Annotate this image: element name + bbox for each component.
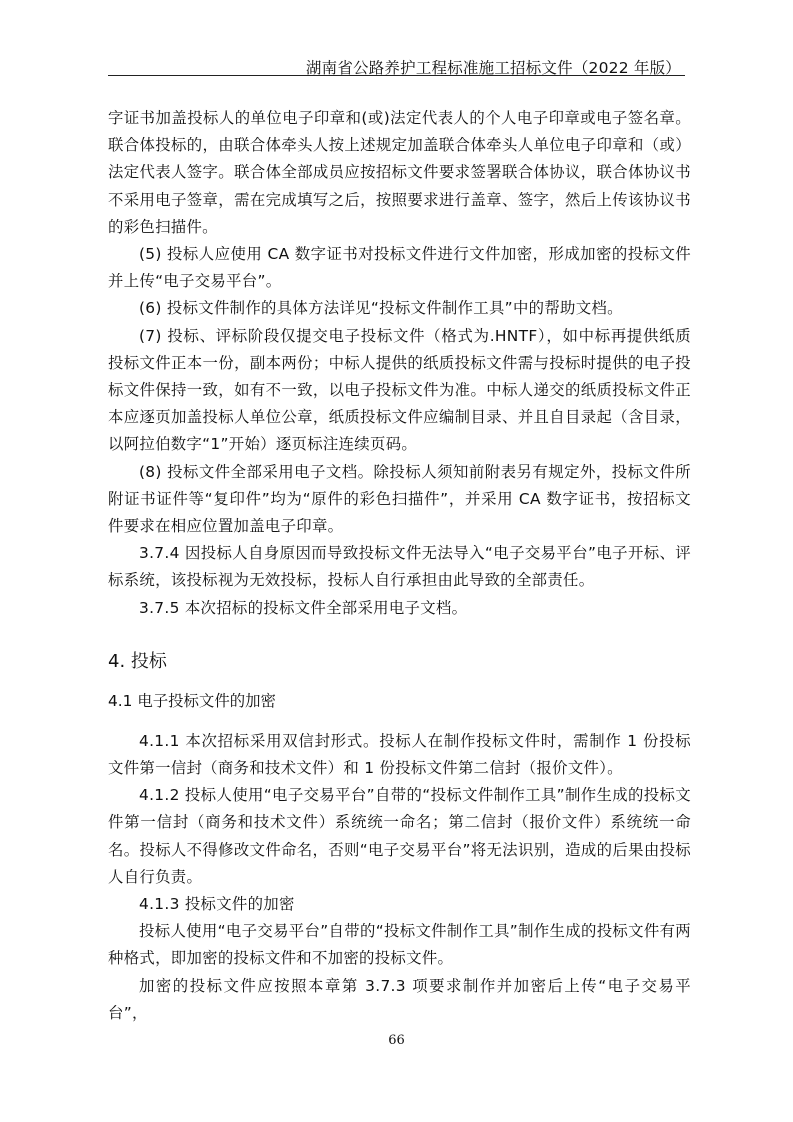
- paragraph-item-6: (6) 投标文件制作的具体方法详见“投标文件制作工具”中的帮助文档。: [139, 299, 623, 318]
- paragraph-4-1-3-encrypted: 加密的投标文件应按照本章第 3.7.3 项要求制作并加密后上传“电子交易平台”，: [108, 976, 691, 1022]
- section-heading: 4. 投标: [108, 650, 167, 672]
- paragraph-4-1-2: 4.1.2 投标人使用“电子交易平台”自带的“投标文件制作工具”制作生成的投标文件第一信封（商务和技术文件）系统统一命名；第二信封（报价文件）系统统一命名。投标人不得修改文件命名，否则“电子交易平台”将无法识别，造成的后果由投标人自行负责。: [108, 786, 691, 886]
- paragraph-item-7: (7) 投标、评标阶段仅提交电子投标文件（格式为.HNTF），如中标再提供纸质投标文件正本一份，副本两份；中标人提供的纸质投标文件需与投标时提供的电子投标文件保持一致，如有不一致，以电子投标文件为准。中标人递交的纸质投标文件正本应逐页加盖投标人单位公章，纸质投标文件应编制目录、并且自目录起（含目录，以阿拉伯数字“1”开始）逐页标注连续页码。: [108, 326, 691, 454]
- page-body: [108, 105, 691, 1027]
- paragraph-4-1-3-title: 4.1.3 投标文件的加密: [139, 895, 295, 914]
- paragraph-continuation: 字证书加盖投标人的单位电子印章和(或)法定代表人的个人电子印章或电子签名章。联合体投标的，由联合体牵头人按上述规定加盖联合体牵头人单位电子印章和（或）法定代表人签字。联合体全部成员应按招标文件要求签署联合体协议，联合体协议书不采用电子签章，需在完成填写之后，按照要求进行盖章、签字，然后上传该协议书的彩色扫描件。: [108, 109, 691, 236]
- header-divider: [108, 75, 685, 76]
- document-title: 湖南省公路养护工程标准施工招标文件（2022 年版）: [305, 59, 681, 77]
- page-header: [0, 56, 793, 80]
- paragraph-item-8: (8) 投标文件全部采用电子文档。除投标人须知前附表另有规定外，投标文件所附证书证件等“复印件”均为“原件的彩色扫描件”，并采用 CA 数字证书，按招标文件要求在相应位置加盖电子印章。: [108, 462, 691, 536]
- page-number: 66: [388, 1033, 405, 1048]
- paragraph-3-7-5: 3.7.5 本次招标的投标文件全部采用电子文档。: [139, 598, 468, 617]
- paragraph-item-5: (5) 投标人应使用 CA 数字证书对投标文件进行文件加密，形成加密的投标文件并上传“电子交易平台”。: [108, 245, 691, 291]
- paragraph-4-1-1: 4.1.1 本次招标采用双信封形式。投标人在制作投标文件时，需制作 1 份投标文件第一信封（商务和技术文件）和 1 份投标文件第二信封（报价文件）。: [108, 731, 691, 778]
- paragraph-4-1-3-body: 投标人使用“电子交易平台”自带的“投标文件制作工具”制作生成的投标文件有两种格式，即加密的投标文件和不加密的投标文件。: [108, 922, 691, 968]
- paragraph-3-7-4: 3.7.4 因投标人自身原因而导致投标文件无法导入“电子交易平台”电子开标、评标系统，该投标视为无效投标，投标人自行承担由此导致的全部责任。: [108, 544, 691, 590]
- subsection-heading: 4.1 电子投标文件的加密: [108, 691, 276, 710]
